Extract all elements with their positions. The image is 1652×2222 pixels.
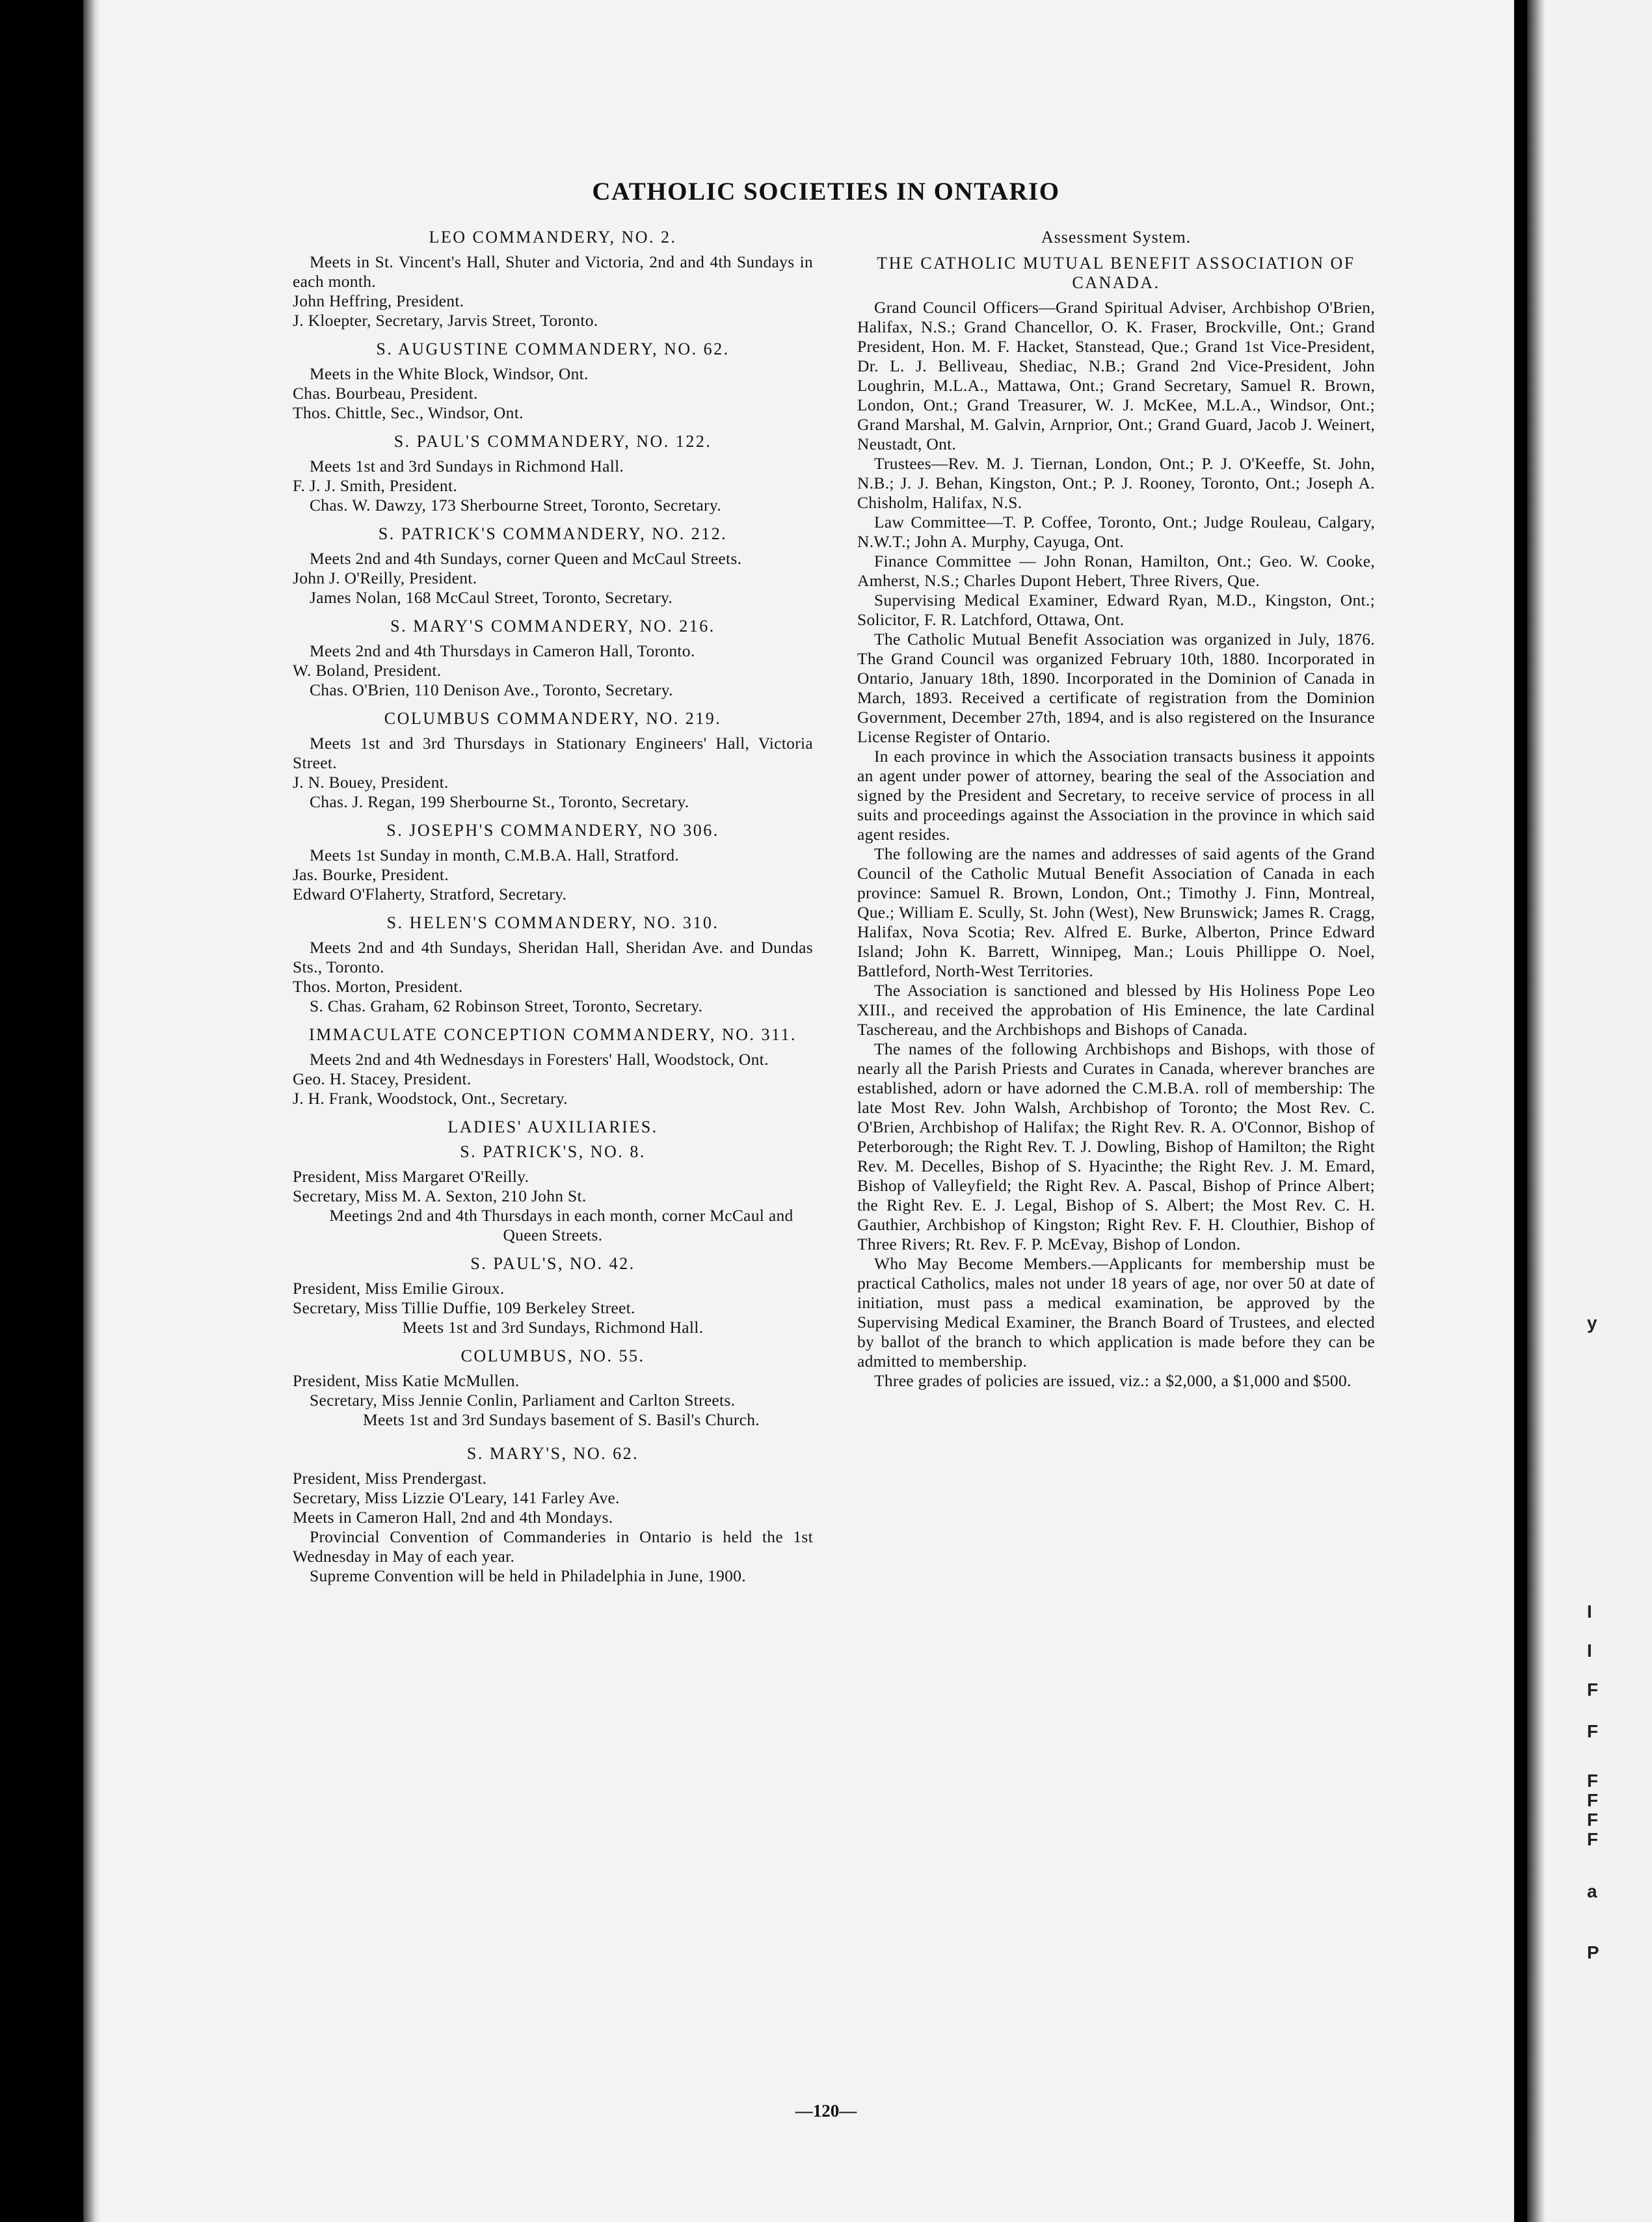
section-heading: IMMACULATE CONCEPTION COMMANDERY, NO. 311.: [309, 1025, 797, 1044]
helen-commandery: [293, 913, 813, 1016]
agents-list: The following are the names and addresses of said agents of the Grand Council of the Catholic Mutual Benefit Association of Canada in each province: Samuel R. Brown, London, Ont.; Timothy J. Finn, Montreal, Que.; William E. Scully, St. John (West), New Brunswick; James R. Cragg, Halifax, Nova Scotia; Rev. Alfred E. Burke, Alberton, Prince Edward Island; John K. Barrett, Winnipeg, Man.; Louis Phillippe O. Noel, Battleford, North-West Territories.: [857, 844, 1375, 980]
section-heading: COLUMBUS, NO. 55.: [460, 1346, 645, 1365]
provincial-convention: Provincial Convention of Commanderies in Ontario is held the 1st Wednesday in May of each year.: [293, 1527, 813, 1566]
president: President, Miss Prendergast.: [293, 1469, 487, 1488]
policies-paragraph: Three grades of policies are issued, viz.: a $2,000, a $1,000 and $500.: [874, 1371, 1352, 1390]
edge-letter: F: [1587, 1810, 1599, 1830]
edge-letter: a: [1587, 1881, 1597, 1901]
president: F. J. J. Smith, President.: [293, 476, 458, 495]
section-heading: S. PATRICK'S, NO. 8.: [460, 1142, 646, 1161]
section-heading: S. HELEN'S COMMANDERY, NO. 310.: [386, 913, 719, 932]
aux-paul: [293, 1254, 813, 1337]
grand-council-officers: Grand Council Officers—Grand Spiritual Adviser, Archbishop O'Brien, Halifax, N.S.; Grand Chancellor, O. K. Fraser, Brockville, Ont.; Grand President, Hon. M. F. Hacket, Stanstead, Que.; Grand 1st Vice-President, Dr. L. J. Belliveau, Shediac, N.B.; Grand 2nd Vice-President, John Loughrin, M.L.A., Mattawa, Ont.; Grand Secretary, Samuel R. Brown, London, Ont.; Grand Treasurer, W. J. McKee, M.L.A., Windsor, Ont.; Grand Marshal, M. Galvin, Arnprior, Ont.; Grand Guard, Jacob J. Weinert, Neustadt, Ont.: [857, 298, 1375, 453]
section-heading: S. MARY'S COMMANDERY, NO. 216.: [390, 617, 715, 636]
edge-letter: F: [1587, 1680, 1599, 1700]
agents-paragraph: In each province in which the Association transacts business it appoints an agent under power of attorney, bearing the seal of the Association and signed by the President and Secretary, to receive service of process in all suits and proceedings against the Association in the province in which said agent resides.: [857, 747, 1375, 844]
president: Thos. Morton, President.: [293, 977, 463, 996]
secretary: James Nolan, 168 McCaul Street, Toronto, Secretary.: [310, 588, 673, 607]
page-number: —120—: [795, 2101, 857, 2121]
meeting-info: Meets in St. Vincent's Hall, Shuter and Victoria, 2nd and 4th Sundays in each month.: [293, 252, 813, 291]
medical-examiner: Supervising Medical Examiner, Edward Ryan, M.D., Kingston, Ont.; Solicitor, F. R. Latchford, Ottawa, Ont.: [857, 591, 1375, 629]
section-heading: S. JOSEPH'S COMMANDERY, NO 306.: [386, 821, 719, 840]
meeting-info: Meetings 2nd and 4th Thursdays in each month, corner McCaul and Queen Streets.: [329, 1206, 793, 1244]
immaculate-commandery: [293, 1025, 813, 1108]
secretary: Thos. Chittle, Sec., Windsor, Ont.: [293, 403, 524, 422]
secretary: Edward O'Flaherty, Stratford, Secretary.: [293, 885, 567, 904]
edge-letter: F: [1587, 1790, 1599, 1810]
finance-committee: Finance Committee — John Ronan, Hamilton, Ont.; Geo. W. Cooke, Amherst, N.S.; Charles Dupont Hebert, Three Rivers, Que.: [857, 552, 1375, 590]
right-column: [857, 228, 1375, 1391]
section-heading: COLUMBUS COMMANDERY, NO. 219.: [384, 709, 722, 728]
meeting-info: Meets 1st Sunday in month, C.M.B.A. Hall, Stratford.: [310, 846, 680, 864]
secretary: Chas. W. Dawzy, 173 Sherbourne Street, Toronto, Secretary.: [310, 496, 721, 515]
aux-mary: [293, 1444, 813, 1527]
secretary: Chas. O'Brien, 110 Denison Ave., Toronto, Secretary.: [310, 680, 673, 699]
bishops-paragraph: The names of the following Archbishops and Bishops, with those of nearly all the Parish Priests and Curates in Canada, wherever branches are established, adorn or have adorned the C.M.B.A. roll of membership: The late Most Rev. John Walsh, Archbishop of Toronto; the Most Rev. C. O'Brien, Archbishop of Halifax; the Right Rev. R. A. O'Connor, Bishop of Peterborough; the Right Rev. T. J. Dowling, Bishop of Hamilton; the Right Rev. M. Decelles, Bishop of S. Hyacinthe; the Right Rev. J. M. Emard, Bishop of Valleyfield; the Right Rev. A. Pascal, Bishop of Prince Albert; the Right Rev. E. J. Legal, Bishop of S. Albert; the Most Rev. C. H. Gauthier, Archbishop of Kingston; Right Rev. F. H. Clouthier, Bishop of Three Rivers; Rt. Rev. F. P. McEvay, Bishop of London.: [857, 1039, 1375, 1253]
supreme-convention: Supreme Convention will be held in Philadelphia in June, 1900.: [310, 1566, 746, 1585]
secretary: J. H. Frank, Woodstock, Ont., Secretary.: [293, 1089, 568, 1108]
secretary: Secretary, Miss M. A. Sexton, 210 John St.: [293, 1186, 587, 1205]
aux-columbus: [293, 1346, 813, 1430]
joseph-commandery: [293, 821, 813, 904]
edge-letter: P: [1587, 1942, 1599, 1962]
secretary: Chas. J. Regan, 199 Sherbourne St., Toronto, Secretary.: [310, 792, 689, 811]
secretary: S. Chas. Graham, 62 Robinson Street, Toronto, Secretary.: [310, 997, 703, 1015]
leo-commandery: [293, 228, 813, 330]
president: President, Miss Katie McMullen.: [293, 1371, 520, 1390]
secretary: Secretary, Miss Lizzie O'Leary, 141 Farley Ave.: [293, 1488, 620, 1507]
edge-letter: F: [1587, 1829, 1599, 1849]
left-column: [293, 228, 813, 1586]
president: Jas. Bourke, President.: [293, 865, 449, 884]
meeting-info: Meets 1st and 3rd Sundays basement of S. Basil's Church.: [363, 1410, 760, 1429]
section-heading: S. PAUL'S COMMANDERY, NO. 122.: [393, 432, 712, 451]
trustees: Trustees—Rev. M. J. Tiernan, London, Ont.; P. J. O'Keeffe, St. John, N.B.; J. J. Behan, Kingston, Ont.; P. J. Rooney, Toronto, Ont.; Joseph A. Chisholm, Halifax, N.S.: [857, 454, 1375, 512]
patrick-commandery: [293, 524, 813, 608]
president: W. Boland, President.: [293, 661, 442, 680]
edge-letter: I: [1587, 1640, 1592, 1661]
edge-letter: F: [1587, 1721, 1599, 1741]
section-heading: S. MARY'S, NO. 62.: [466, 1444, 639, 1463]
president: Geo. H. Stacey, President.: [293, 1069, 472, 1088]
section-heading: S. AUGUSTINE COMMANDERY, NO. 62.: [376, 340, 730, 358]
meeting-info: Meets 2nd and 4th Thursdays in Cameron Hall, Toronto.: [310, 641, 695, 660]
edge-letter: F: [1587, 1771, 1599, 1791]
president: Chas. Bourbeau, President.: [293, 384, 478, 403]
section-heading: S. PATRICK'S COMMANDERY, NO. 212.: [378, 524, 728, 543]
facing-page-edge: [1527, 0, 1652, 2222]
membership-paragraph: Who May Become Members.—Applicants for membership must be practical Catholics, males not under 18 years of age, nor over 50 at date of initiation, must pass a medical examination, be approved by the Supervising Medical Examiner, the Branch Board of Trustees, and elected by ballot of the branch to which application is made before they can be admitted to membership.: [857, 1254, 1375, 1371]
columbus-commandery: [293, 709, 813, 812]
edge-letter: I: [1587, 1601, 1592, 1622]
meeting-info: Meets 1st and 3rd Sundays in Richmond Hall.: [310, 457, 624, 475]
paul-commandery: [293, 432, 813, 515]
aux-patrick: [293, 1142, 813, 1245]
mary-commandery: [293, 617, 813, 700]
edge-letter: y: [1587, 1313, 1597, 1333]
president: President, Miss Emilie Giroux.: [293, 1279, 505, 1298]
augustine-commandery: [293, 340, 813, 423]
meeting-info: Meets 1st and 3rd Sundays, Richmond Hall.: [402, 1318, 704, 1337]
page-title: CATHOLIC SOCIETIES IN ONTARIO: [592, 178, 1060, 206]
meeting-info: Meets in the White Block, Windsor, Ont.: [310, 364, 589, 383]
secretary: Secretary, Miss Jennie Conlin, Parliament and Carlton Streets.: [310, 1391, 736, 1410]
president: J. N. Bouey, President.: [293, 773, 449, 792]
ladies-auxiliaries-heading: LADIES' AUXILIARIES.: [447, 1118, 658, 1136]
secretary: Secretary, Miss Tillie Duffie, 109 Berkeley Street.: [293, 1298, 635, 1317]
president: John J. O'Reilly, President.: [293, 569, 477, 587]
meeting-info: Meets in Cameron Hall, 2nd and 4th Mondays.: [293, 1508, 613, 1527]
secretary: J. Kloepter, Secretary, Jarvis Street, Toronto.: [293, 311, 598, 330]
meeting-info: Meets 2nd and 4th Sundays, Sheridan Hall, Sheridan Ave. and Dundas Sts., Toronto.: [293, 938, 813, 976]
assessment-heading: Assessment System.: [1041, 228, 1192, 247]
law-committee: Law Committee—T. P. Coffee, Toronto, Ont.; Judge Rouleau, Calgary, N.W.T.; John A. Murphy, Cayuga, Ont.: [857, 513, 1375, 551]
sanction-paragraph: The Association is sanctioned and blessed by His Holiness Pope Leo XIII., and received the approbation of His Eminence, the late Cardinal Taschereau, and the Archbishops and Bishops of Canada.: [857, 981, 1375, 1039]
meeting-info: Meets 2nd and 4th Sundays, corner Queen and McCaul Streets.: [310, 549, 742, 568]
meeting-info: Meets 1st and 3rd Thursdays in Stationary Engineers' Hall, Victoria Street.: [293, 734, 813, 772]
section-heading: LEO COMMANDERY, NO. 2.: [429, 228, 677, 247]
organization-history: The Catholic Mutual Benefit Association was organized in July, 1876. The Grand Council was organized February 10th, 1880. Incorporated in Ontario, January 18th, 1890. Incorporated in the Dominion of Canada in March, 1893. Received a certificate of registration from the Dominion Government, December 27th, 1894, and is also registered on the Insurance License Register of Ontario.: [857, 630, 1375, 746]
association-heading: THE CATHOLIC MUTUAL BENEFIT ASSOCIATION OF CANADA.: [877, 254, 1355, 292]
president: President, Miss Margaret O'Reilly.: [293, 1167, 529, 1186]
section-heading: S. PAUL'S, NO. 42.: [470, 1254, 635, 1273]
meeting-info: Meets 2nd and 4th Wednesdays in Foresters' Hall, Woodstock, Ont.: [310, 1050, 769, 1069]
president: John Heffring, President.: [293, 291, 464, 310]
